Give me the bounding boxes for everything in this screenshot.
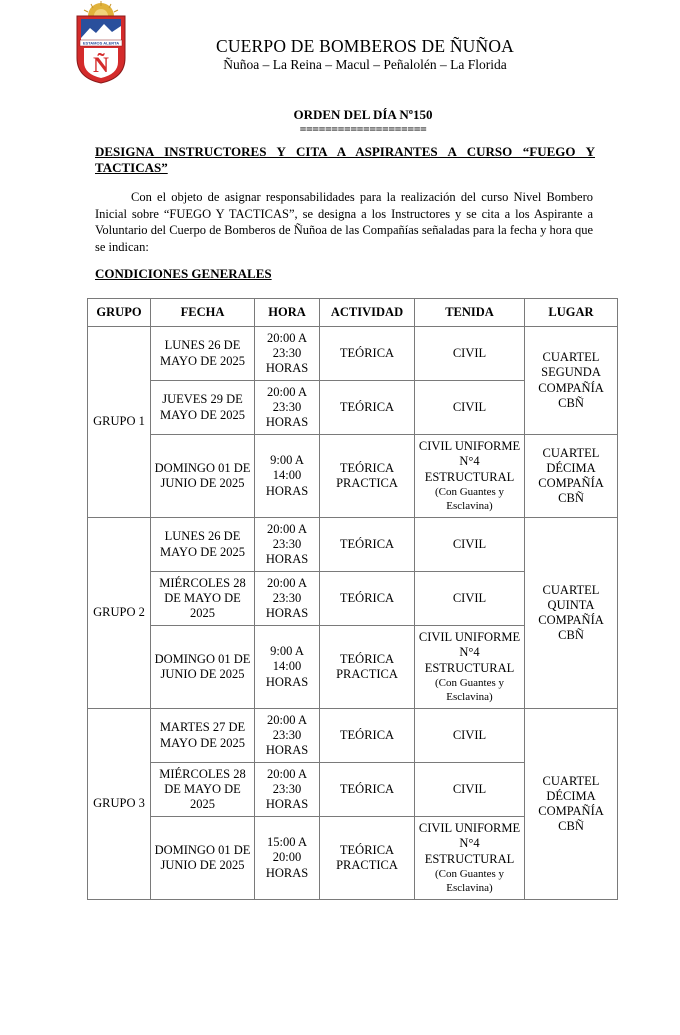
table-row xyxy=(88,327,618,381)
tenida-cell xyxy=(415,817,525,900)
actividad-cell: TEÓRICA PRACTICA xyxy=(320,817,415,900)
actividad-cell: TEÓRICA PRACTICA xyxy=(320,435,415,518)
hora-cell: 20:00 A 23:30 HORAS xyxy=(255,572,320,626)
tenida-cell: CIVIL xyxy=(415,381,525,435)
actividad-cell: TEÓRICA xyxy=(320,518,415,572)
tenida-text: CIVIL UNIFORME N°4 ESTRUCTURAL xyxy=(418,439,521,484)
hora-cell: 20:00 A 23:30 HORAS xyxy=(255,327,320,381)
tenida-note: (Con Guantes y Esclavina) xyxy=(434,867,505,894)
tenida-cell xyxy=(415,435,525,518)
crest-motto: ESTAMOS ALERTA xyxy=(82,40,120,46)
order-title: ORDEN DEL DÍA Nº150 xyxy=(293,107,433,122)
tenida-cell: CIVIL xyxy=(415,763,525,817)
section-heading-general-conditions: CONDICIONES GENERALES xyxy=(95,266,272,281)
header-grupo: GRUPO xyxy=(88,299,151,327)
fecha-cell: LUNES 26 DE MAYO DE 2025 xyxy=(151,327,255,381)
actividad-cell: TEÓRICA xyxy=(320,572,415,626)
fecha-cell: DOMINGO 01 DE JUNIO DE 2025 xyxy=(151,817,255,900)
hora-cell: 20:00 A 23:30 HORAS xyxy=(255,518,320,572)
hora-cell: 9:00 A 14:00 HORAS xyxy=(255,435,320,518)
group-cell: GRUPO 2 xyxy=(88,518,151,709)
fecha-cell: DOMINGO 01 DE JUNIO DE 2025 xyxy=(151,435,255,518)
hora-cell: 9:00 A 14:00 HORAS xyxy=(255,626,320,709)
tenida-cell: CIVIL xyxy=(415,709,525,763)
crest-letter: Ñ xyxy=(93,52,109,77)
hora-cell: 20:00 A 23:30 HORAS xyxy=(255,709,320,763)
header-actividad: ACTIVIDAD xyxy=(320,299,415,327)
actividad-cell: TEÓRICA xyxy=(320,381,415,435)
tenida-cell: CIVIL xyxy=(415,572,525,626)
fecha-cell: MIÉRCOLES 28 DE MAYO DE 2025 xyxy=(151,572,255,626)
table-row xyxy=(88,435,618,518)
tenida-cell: CIVIL xyxy=(415,518,525,572)
group-cell: GRUPO 1 xyxy=(88,327,151,518)
header-lugar: LUGAR xyxy=(525,299,618,327)
hora-cell: 20:00 A 23:30 HORAS xyxy=(255,763,320,817)
tenida-note: (Con Guantes y Esclavina) xyxy=(434,485,505,512)
fecha-cell: JUEVES 29 DE MAYO DE 2025 xyxy=(151,381,255,435)
actividad-cell: TEÓRICA xyxy=(320,327,415,381)
tenida-text: CIVIL UNIFORME N°4 ESTRUCTURAL xyxy=(418,821,521,866)
tenida-cell xyxy=(415,626,525,709)
header-fecha: FECHA xyxy=(151,299,255,327)
fire-department-crest-logo xyxy=(74,0,128,84)
lugar-cell: CUARTEL SEGUNDA COMPAÑÍA CBÑ xyxy=(525,327,618,435)
hora-cell: 20:00 A 23:30 HORAS xyxy=(255,381,320,435)
lugar-cell: CUARTEL DÉCIMA COMPAÑÍA CBÑ xyxy=(525,435,618,518)
header-hora: HORA xyxy=(255,299,320,327)
fecha-cell: LUNES 26 DE MAYO DE 2025 xyxy=(151,518,255,572)
document-heading: DESIGNA INSTRUCTORES Y CITA A ASPIRANTES A CURSO “FUEGO Y TACTICAS” xyxy=(95,144,595,175)
fecha-cell: MIÉRCOLES 28 DE MAYO DE 2025 xyxy=(151,763,255,817)
organization-name: CUERPO DE BOMBEROS DE ÑUÑOA xyxy=(215,36,515,56)
intro-paragraph: Con el objeto de asignar responsabilidades para la realización del curso Nivel Bombero Inicial sobre “FUEGO Y TACTICAS”, se designa a los Instructores y se cita a los Aspirante a Voluntario del Cuerpo de Bomberos de Ñuñoa de las Compañías señaladas para la fecha y hora que se indican: xyxy=(95,190,593,254)
order-title-rule: ==================== xyxy=(299,122,427,136)
organization-communes: Ñuñoa – La Reina – Macul – Peñalolén – La Florida xyxy=(223,57,507,72)
group-cell: GRUPO 3 xyxy=(88,709,151,900)
actividad-cell: TEÓRICA xyxy=(320,763,415,817)
course-schedule-table xyxy=(87,298,618,900)
fecha-cell: DOMINGO 01 DE JUNIO DE 2025 xyxy=(151,626,255,709)
tenida-note: (Con Guantes y Esclavina) xyxy=(434,676,505,703)
table-row xyxy=(88,709,618,763)
table-header-row xyxy=(88,299,618,327)
actividad-cell: TEÓRICA PRACTICA xyxy=(320,626,415,709)
table-row xyxy=(88,518,618,572)
header-tenida: TENIDA xyxy=(415,299,525,327)
fecha-cell: MARTES 27 DE MAYO DE 2025 xyxy=(151,709,255,763)
actividad-cell: TEÓRICA xyxy=(320,709,415,763)
lugar-cell: CUARTEL DÉCIMA COMPAÑÍA CBÑ xyxy=(525,709,618,900)
lugar-cell: CUARTEL QUINTA COMPAÑÍA CBÑ xyxy=(525,518,618,709)
hora-cell: 15:00 A 20:00 HORAS xyxy=(255,817,320,900)
tenida-text: CIVIL UNIFORME N°4 ESTRUCTURAL xyxy=(418,630,521,675)
tenida-cell: CIVIL xyxy=(415,327,525,381)
